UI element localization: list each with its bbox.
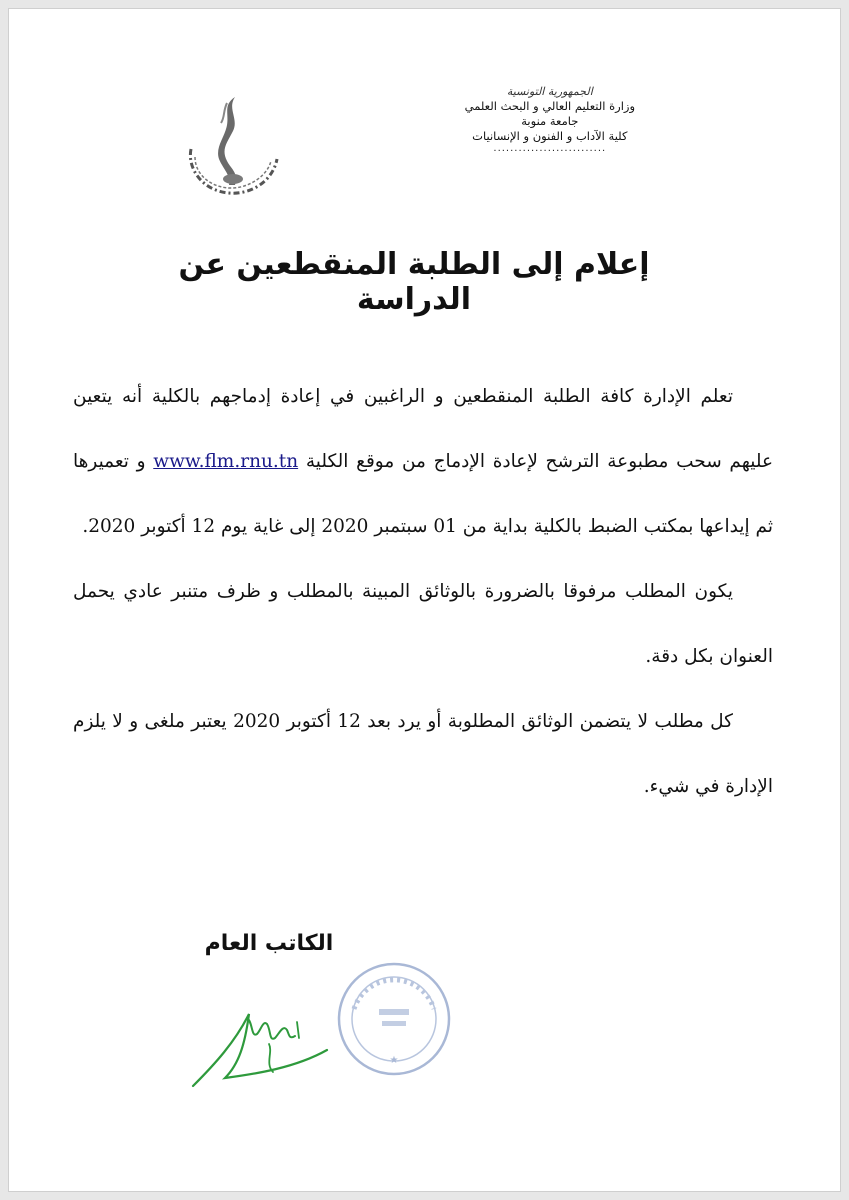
paragraph-1 — [73, 364, 773, 559]
paragraph-3: كل مطلب لا يتضمن الوثائق المطلوبة أو يرد بعد 12 أكتوبر 2020 يعتبر ملغى و لا يلزم الإدارة في شيء. — [73, 711, 773, 797]
letterhead — [465, 84, 635, 154]
document-title: إعلام إلى الطلبة المنقطعين عن الدراسة — [178, 247, 650, 317]
university-line: جامعة منوبة — [521, 114, 579, 128]
svg-text:★: ★ — [389, 1055, 399, 1066]
document-page — [9, 9, 840, 1191]
faculty-logo-icon — [177, 89, 287, 201]
signatory-title: الكاتب العام — [204, 931, 334, 956]
document-body — [73, 364, 773, 819]
republic-line: الجمهورية التونسية — [506, 85, 593, 98]
header-dots: ........................... — [493, 143, 607, 154]
signature-icon — [185, 994, 335, 1094]
official-stamp-icon — [334, 959, 454, 1079]
paragraph-1-text-b: و تعميرها ثم إيداعها بمكتب الضبط بالكلية بداية من 01 سبتمبر 2020 إلى غاية يوم 12 أكتوبر 2020. — [73, 451, 773, 537]
faculty-line: كلية الآداب و الفنون و الإنسانيات — [472, 129, 628, 143]
faculty-website-link[interactable]: www.flm.rnu.tn — [153, 451, 299, 472]
paragraph-2: يكون المطلب مرفوقا بالضرورة بالوثائق المبينة بالمطلب و ظرف متنبر عادي يحمل العنوان بكل دقة. — [73, 581, 773, 667]
ministry-line: وزارة التعليم العالي و البحث العلمي — [464, 99, 635, 113]
paragraph-1-text-a: تعلم الإدارة كافة الطلبة المنقطعين و الراغبين في إعادة إدماجهم بالكلية أنه يتعين عليهم سحب مطبوعة الترشح لإعادة الإدماج من موقع الكلية — [73, 386, 773, 472]
